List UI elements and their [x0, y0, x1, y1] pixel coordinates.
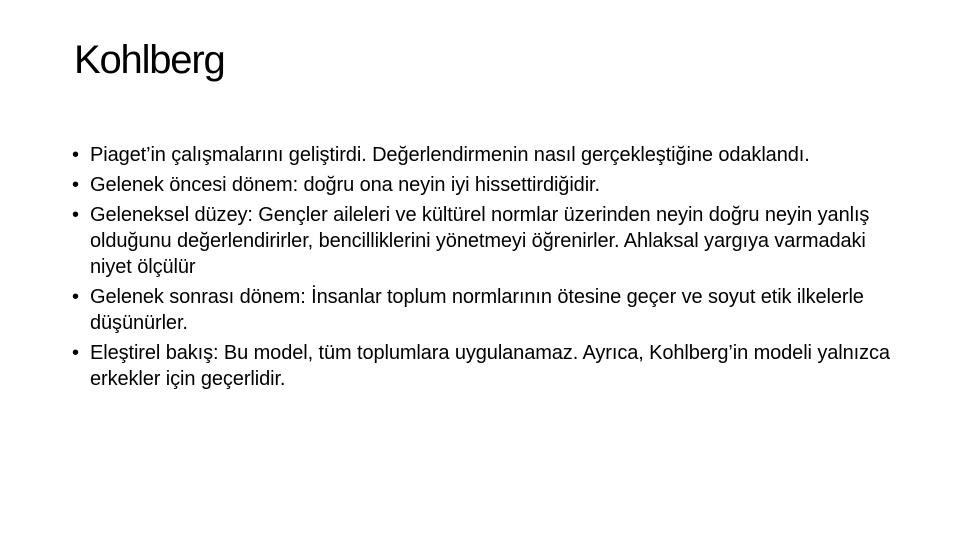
bullet-list — [72, 142, 902, 396]
bullet-icon: • — [72, 286, 79, 308]
bullet-item — [72, 202, 902, 280]
bullet-icon: • — [72, 144, 79, 166]
bullet-text: Geleneksel düzey: Gençler aileleri ve kültürel normlar üzerinden neyin doğru neyin yanlış olduğunu değerlendirirler, bencilliklerini yönetmeyi öğrenirler. Ahlaksal yargıya varmadaki niyet ölçülür — [90, 204, 870, 278]
bullet-item — [72, 142, 902, 168]
bullet-text: Gelenek sonrası dönem: İnsanlar toplum normlarının ötesine geçer ve soyut etik ilkelerle düşünürler. — [90, 286, 864, 334]
bullet-text: Piaget’in çalışmalarını geliştirdi. Değerlendirmenin nasıl gerçekleştiğine odaklandı. — [90, 144, 810, 166]
bullet-item — [72, 340, 902, 392]
bullet-icon: • — [72, 342, 79, 364]
bullet-item — [72, 172, 902, 198]
bullet-text: Eleştirel bakış: Bu model, tüm toplumlara uygulanamaz. Ayrıca, Kohlberg’in modeli yalnızca erkekler için geçerlidir. — [90, 342, 890, 390]
bullet-icon: • — [72, 174, 79, 196]
bullet-item — [72, 284, 902, 336]
bullet-icon: • — [72, 204, 79, 226]
slide-title: Kohlberg — [74, 38, 225, 82]
bullet-text: Gelenek öncesi dönem: doğru ona neyin iyi hissettirdiğidir. — [90, 174, 600, 196]
